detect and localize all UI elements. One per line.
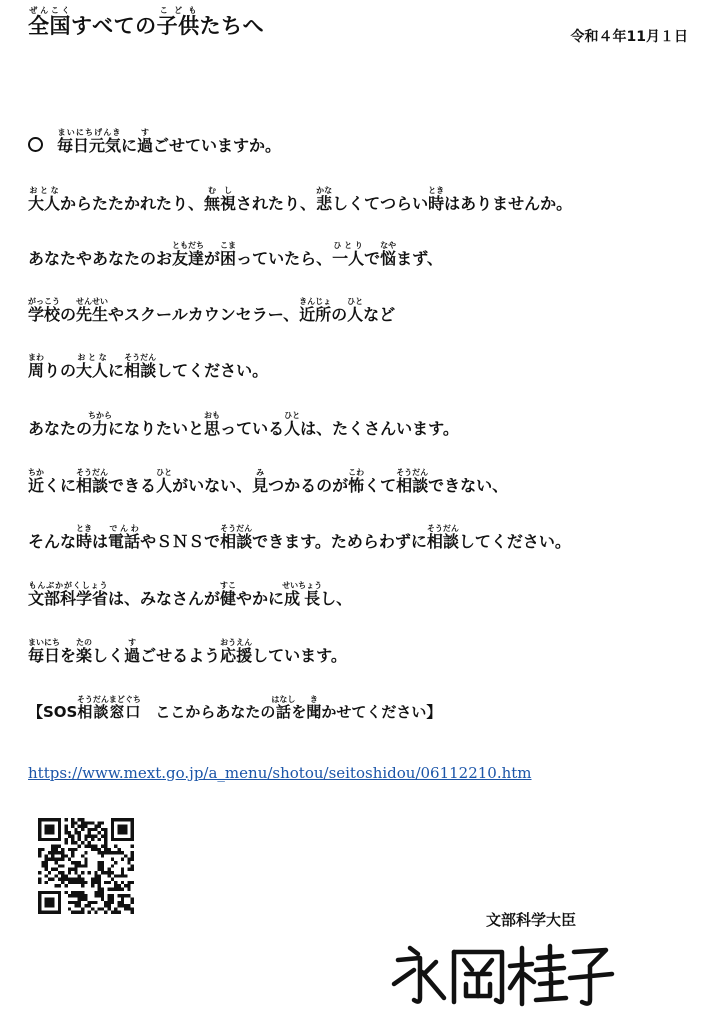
qr-code[interactable]: [38, 818, 134, 914]
text-segment: できる: [108, 476, 157, 495]
text-segment: の: [60, 305, 77, 324]
ruby-word: [76, 297, 109, 324]
ruby-base: 思: [204, 419, 221, 438]
minister-signature: [386, 940, 616, 1010]
ruby-word: [426, 524, 459, 551]
message-line-10: [28, 638, 688, 665]
ruby-reading: ひと: [347, 297, 364, 306]
ruby-reading: ちか: [28, 468, 45, 477]
ruby-reading: まいにちげんき: [57, 128, 121, 137]
ruby-word: [28, 468, 45, 495]
ruby-reading: す: [124, 638, 141, 647]
text-segment: そんな: [28, 532, 77, 551]
ruby-reading: き: [306, 695, 322, 704]
message-line-9: [28, 581, 688, 608]
ruby-base: 近: [28, 476, 45, 495]
ruby-word: [28, 6, 71, 38]
text-segment: すべての: [71, 14, 157, 38]
sos-consultation-heading: [28, 695, 688, 721]
ruby-reading: おとな: [76, 353, 109, 362]
ruby-word: [88, 411, 113, 438]
ruby-word: [284, 411, 301, 438]
mext-consultation-link[interactable]: https://www.mext.go.jp/a_menu/shotou/seitoshidou/06112210.htm: [28, 764, 532, 782]
ruby-base: 文部科学省: [28, 589, 109, 608]
ruby-reading: とき: [428, 186, 445, 195]
ruby-reading: ぜんこく: [28, 6, 71, 15]
line-text: [57, 128, 282, 155]
ruby-word: [220, 241, 237, 268]
text-segment: の: [331, 305, 348, 324]
ruby-word: [76, 524, 93, 551]
ruby-reading: す: [137, 128, 154, 137]
ruby-reading: すこ: [220, 581, 237, 590]
ruby-base: 友達: [172, 249, 205, 268]
ruby-base: 子供: [156, 14, 200, 38]
ruby-base: 電話: [108, 532, 141, 551]
ruby-word: [28, 638, 61, 665]
ruby-reading: もんぶかがくしょう: [28, 581, 108, 590]
text-segment: くて: [364, 476, 397, 495]
ruby-base: 毎日元気: [57, 136, 122, 155]
minister-title: 文部科学大臣: [486, 911, 577, 929]
message-line-4: [28, 297, 688, 324]
ruby-base: 相談: [220, 532, 253, 551]
ruby-word: [299, 297, 332, 324]
ruby-reading: そうだん: [124, 353, 157, 362]
ruby-word: [108, 524, 141, 551]
message-line-8: [28, 524, 688, 551]
ruby-reading: そうだん: [220, 524, 253, 533]
text-segment: しくてつらい: [332, 194, 429, 213]
ruby-base: 悩: [380, 249, 397, 268]
ruby-reading: とき: [76, 524, 93, 533]
ruby-base: 全国: [28, 14, 71, 38]
message-line-5: [28, 353, 688, 380]
ruby-reading: ともだち: [172, 241, 205, 250]
ruby-reading: はなし: [271, 695, 296, 704]
ruby-base: 一人: [332, 249, 365, 268]
message-line-1: [28, 128, 688, 155]
ruby-reading: そうだん: [426, 524, 459, 533]
text-segment: しています。: [252, 646, 347, 665]
ruby-base: 大人: [76, 361, 109, 380]
ruby-reading: ひと: [156, 468, 173, 477]
text-segment: は、たくさんいます。: [300, 419, 459, 438]
ruby-reading: そうだんまどぐち: [76, 695, 141, 704]
text-segment: 【SOS: [28, 703, 78, 721]
ruby-reading: がっこう: [28, 297, 61, 306]
ruby-base: 学校: [28, 305, 61, 324]
text-segment: しく: [92, 646, 125, 665]
ruby-reading: おも: [204, 411, 221, 420]
ruby-word: [332, 241, 365, 268]
ruby-reading: おうえん: [220, 638, 253, 647]
ruby-base: 悲: [316, 194, 333, 213]
text-segment: やスクールカウンセラー、: [108, 305, 300, 324]
text-segment: っている: [220, 419, 285, 438]
ruby-base: 楽: [76, 646, 93, 665]
ruby-word: [137, 128, 154, 155]
ruby-word: [57, 128, 122, 155]
ruby-reading: せいちょう: [282, 581, 323, 590]
ruby-reading: きんじょ: [299, 297, 332, 306]
ruby-base: 毎日: [28, 646, 61, 665]
message-line-2: [28, 186, 688, 213]
ruby-word: [76, 695, 141, 721]
text-segment: やＳＮＳで: [140, 532, 221, 551]
ruby-word: [124, 353, 157, 380]
text-segment: くに: [44, 476, 77, 495]
ruby-base: 人: [156, 476, 173, 495]
text-segment: など: [363, 305, 396, 324]
text-segment: がいない、: [172, 476, 253, 495]
ruby-base: 大人: [28, 194, 61, 213]
ruby-base: 話: [271, 703, 296, 721]
ruby-base: 近所: [299, 305, 332, 324]
ruby-word: [220, 581, 237, 608]
ruby-word: [428, 186, 445, 213]
ruby-word: [76, 353, 109, 380]
text-segment: たちへ: [199, 14, 265, 38]
text-segment: は: [92, 532, 109, 551]
ruby-word: [220, 524, 253, 551]
ruby-base: 見: [252, 476, 269, 495]
ruby-base: 人: [284, 419, 301, 438]
text-segment: かせてください】: [321, 703, 442, 721]
ruby-base: 過: [137, 136, 154, 155]
text-segment: ここからあなたの: [140, 703, 276, 721]
ruby-base: 相談: [124, 361, 157, 380]
ruby-base: 相談: [76, 476, 109, 495]
ruby-base: 相談: [396, 476, 429, 495]
text-segment: になりたいと: [108, 419, 205, 438]
ruby-reading: かな: [316, 186, 333, 195]
ruby-base: 困: [220, 249, 237, 268]
ruby-base: 相談: [426, 532, 459, 551]
text-segment: ごせるよう: [140, 646, 221, 665]
ruby-word: [220, 638, 253, 665]
ruby-base: 聞: [306, 703, 322, 721]
text-segment: に: [108, 361, 125, 380]
letter-date: 令和４年11月１日: [570, 29, 688, 45]
text-segment: ごせていますか。: [153, 136, 282, 155]
text-segment: を: [60, 646, 77, 665]
ruby-reading: こま: [220, 241, 237, 250]
ruby-reading: たの: [76, 638, 93, 647]
ruby-word: [252, 468, 269, 495]
ruby-reading: ひとり: [332, 241, 365, 250]
ruby-reading: そうだん: [396, 468, 429, 477]
text-segment: してください。: [156, 361, 269, 380]
ruby-reading: こども: [156, 6, 200, 15]
ruby-reading: ひと: [284, 411, 301, 420]
bullet-circle-icon: [28, 137, 43, 152]
ruby-reading: まわ: [28, 353, 45, 362]
ruby-word: [156, 468, 173, 495]
ruby-word: [348, 468, 365, 495]
ruby-base: 健: [220, 589, 237, 608]
ruby-word: [306, 695, 322, 721]
text-segment: は、みなさんが: [108, 589, 221, 608]
ruby-base: 怖: [348, 476, 365, 495]
ruby-base: 人: [347, 305, 364, 324]
ruby-base: 力: [88, 419, 113, 438]
ruby-reading: おとな: [28, 186, 60, 195]
ruby-word: [204, 411, 221, 438]
message-line-7: [28, 468, 688, 495]
text-segment: あなたやあなたのお: [28, 249, 173, 268]
ruby-base: 時: [76, 532, 93, 551]
ruby-word: [28, 353, 45, 380]
text-segment: やかに: [236, 589, 285, 608]
ruby-base: 応援: [220, 646, 253, 665]
text-segment: で: [364, 249, 381, 268]
ruby-base: 相談窓口: [76, 703, 141, 721]
ruby-word: [316, 186, 333, 213]
ruby-reading: ちから: [88, 411, 113, 420]
text-segment: に: [121, 136, 138, 155]
ruby-reading: そうだん: [76, 468, 109, 477]
ruby-word: [271, 695, 296, 721]
ruby-word: [172, 241, 205, 268]
text-segment: あなたの: [28, 419, 93, 438]
text-segment: っていたら、: [236, 249, 333, 268]
message-line-6: [28, 411, 688, 438]
text-segment: りの: [44, 361, 77, 380]
title-row: [28, 6, 688, 50]
ruby-word: [76, 638, 93, 665]
ruby-word: [156, 6, 200, 38]
ruby-word: [204, 186, 237, 213]
ruby-word: [396, 468, 429, 495]
text-segment: されたり、: [236, 194, 317, 213]
ruby-base: 先生: [76, 305, 109, 324]
text-segment: まず、: [396, 249, 443, 268]
text-segment: し、: [320, 589, 353, 608]
ruby-word: [76, 468, 109, 495]
message-line-3: [28, 241, 688, 268]
text-segment: が: [204, 249, 221, 268]
ruby-base: 周: [28, 361, 45, 380]
ruby-word: [28, 297, 61, 324]
text-segment: してください。: [458, 532, 571, 551]
ruby-word: [124, 638, 141, 665]
ruby-reading: まいにち: [28, 638, 61, 647]
text-segment: からたたかれたり、: [60, 194, 205, 213]
ruby-word: [347, 297, 364, 324]
ruby-word: [380, 241, 397, 268]
page-title: [28, 6, 264, 40]
ruby-reading: むし: [204, 186, 237, 195]
ruby-base: 成長: [282, 589, 323, 608]
ruby-reading: み: [252, 468, 269, 477]
ruby-reading: こわ: [348, 468, 365, 477]
text-segment: つかるのが: [268, 476, 349, 495]
ruby-base: 無視: [204, 194, 237, 213]
ruby-base: 過: [124, 646, 141, 665]
text-segment: できない、: [428, 476, 509, 495]
text-segment: できます。ためらわずに: [252, 532, 427, 551]
ruby-word: [28, 581, 109, 608]
ruby-reading: でんわ: [108, 524, 141, 533]
ruby-word: [28, 186, 61, 213]
text-segment: はありませんか。: [444, 194, 573, 213]
ruby-reading: なや: [380, 241, 397, 250]
text-segment: を: [291, 703, 307, 721]
ruby-word: [282, 581, 323, 608]
ruby-base: 時: [428, 194, 445, 213]
ruby-reading: せんせい: [76, 297, 109, 306]
